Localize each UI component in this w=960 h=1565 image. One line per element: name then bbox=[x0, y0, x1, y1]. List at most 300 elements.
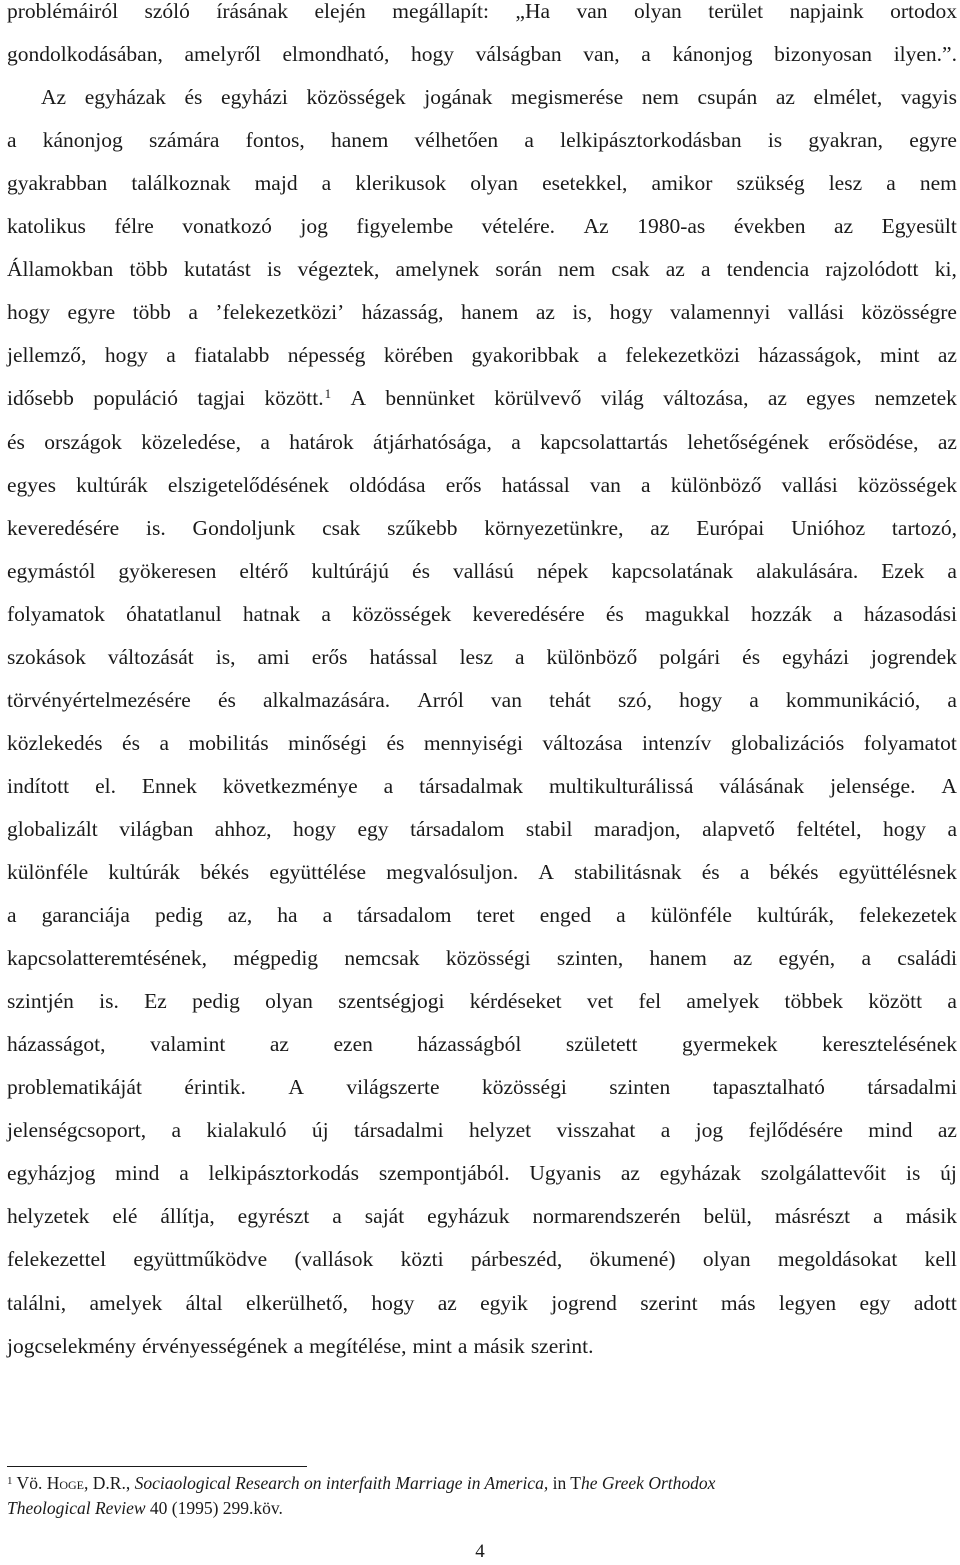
word: és bbox=[386, 730, 405, 755]
word: lelkipásztorkodásban bbox=[560, 128, 742, 153]
word: az bbox=[665, 257, 685, 282]
word: jog bbox=[695, 1118, 724, 1143]
word: megismerése bbox=[510, 85, 624, 110]
word: keveredésére bbox=[472, 601, 585, 626]
word: a bbox=[171, 1118, 182, 1143]
word: vagyis bbox=[900, 85, 957, 110]
word: egyre bbox=[909, 128, 957, 153]
word: indított bbox=[7, 773, 70, 798]
word: mégpedig bbox=[233, 946, 319, 971]
word: napjaink bbox=[789, 0, 864, 23]
word: egy bbox=[357, 816, 389, 841]
word: egyházuk bbox=[427, 1204, 510, 1229]
word: közeledése, bbox=[141, 429, 241, 454]
footnote bbox=[7, 1471, 937, 1521]
word: olyan bbox=[265, 989, 313, 1014]
word: is bbox=[905, 1161, 921, 1186]
word: hogy bbox=[293, 816, 337, 841]
word: az bbox=[937, 429, 957, 454]
word: több bbox=[129, 257, 168, 282]
text-line bbox=[7, 1245, 957, 1288]
word: a bbox=[188, 300, 198, 325]
word: állítja, bbox=[160, 1204, 215, 1229]
word: ahhoz, bbox=[214, 816, 272, 841]
word: a bbox=[833, 601, 843, 626]
word: a bbox=[514, 644, 525, 669]
word: a bbox=[332, 1204, 342, 1229]
word: van, bbox=[583, 42, 620, 67]
word: erősödése, bbox=[828, 429, 919, 454]
word: szintjén bbox=[7, 989, 74, 1014]
word: az bbox=[535, 300, 555, 325]
word: olyan bbox=[702, 1247, 751, 1272]
word: elkerülhető, bbox=[245, 1290, 349, 1315]
word: válásának bbox=[719, 773, 805, 798]
word: helyzetek bbox=[7, 1204, 90, 1229]
word: alapvető bbox=[702, 816, 775, 841]
word: majd bbox=[254, 171, 298, 196]
word: között bbox=[868, 989, 923, 1014]
word: ezen bbox=[333, 1032, 373, 1057]
text-line bbox=[7, 40, 957, 83]
word: szolgálattevőit bbox=[760, 1161, 887, 1186]
word: csak bbox=[322, 515, 361, 540]
word: hogy bbox=[679, 687, 723, 712]
word: Ennek bbox=[141, 773, 197, 798]
word: elszigetelődésének bbox=[167, 472, 330, 497]
word: is, bbox=[572, 300, 593, 325]
word: gyakrabban bbox=[7, 171, 108, 196]
word: stabil bbox=[525, 816, 573, 841]
word: született bbox=[565, 1032, 638, 1057]
word: Ez bbox=[144, 989, 167, 1014]
word: hanem bbox=[461, 300, 519, 325]
text-line bbox=[7, 384, 957, 427]
word: új bbox=[311, 1118, 329, 1143]
word: helyzet bbox=[469, 1118, 532, 1143]
word: és bbox=[742, 644, 761, 669]
footnote-prefix: Vö. bbox=[12, 1473, 47, 1493]
word: mind bbox=[868, 1118, 913, 1143]
word: kérdéseket bbox=[469, 989, 562, 1014]
word: az bbox=[833, 214, 854, 239]
word: hogy bbox=[371, 1290, 415, 1315]
word: katolikus bbox=[7, 214, 86, 239]
footnote-separator bbox=[7, 1466, 307, 1467]
word: erős bbox=[445, 472, 482, 497]
word: hogy bbox=[7, 300, 50, 325]
word: gyakoribbak bbox=[471, 343, 579, 368]
word: népesség bbox=[287, 343, 366, 368]
word: Ezek bbox=[881, 558, 925, 583]
word: (vallások bbox=[294, 1247, 374, 1272]
word: másrészt bbox=[774, 1204, 851, 1229]
word: és bbox=[122, 730, 140, 755]
text-line bbox=[7, 0, 957, 40]
word: populáció bbox=[93, 386, 179, 411]
word: kultúrák bbox=[76, 472, 148, 497]
word: különféle bbox=[650, 903, 732, 928]
text-line bbox=[7, 643, 957, 686]
word: az bbox=[650, 515, 670, 540]
word: tapasztalható bbox=[712, 1075, 825, 1100]
word: egyes bbox=[7, 472, 56, 497]
word: kell bbox=[924, 1247, 957, 1272]
word: másik bbox=[905, 1204, 957, 1229]
word: a bbox=[947, 816, 957, 841]
word: vélhetően bbox=[414, 128, 499, 153]
text-line bbox=[7, 686, 957, 729]
word: tartozó, bbox=[891, 515, 957, 540]
word: hanem bbox=[649, 946, 707, 971]
word: multikulturálissá bbox=[548, 773, 694, 798]
word: világszerte bbox=[346, 1075, 440, 1100]
word: lesz bbox=[828, 171, 863, 196]
word: szerint bbox=[640, 1290, 698, 1315]
word: fiatalabb bbox=[194, 343, 270, 368]
word: bizonyosan bbox=[774, 42, 873, 67]
word: fel bbox=[638, 989, 662, 1014]
word: mint bbox=[880, 343, 920, 368]
text-line bbox=[7, 901, 957, 944]
word: „Ha bbox=[515, 0, 551, 23]
word: különböző bbox=[546, 644, 638, 669]
word: és bbox=[701, 860, 720, 884]
word: ortodox bbox=[890, 0, 957, 23]
word: a bbox=[293, 1333, 304, 1358]
word: házasságok, bbox=[758, 343, 862, 368]
word: lelkipásztorkodás bbox=[208, 1161, 360, 1186]
word: a bbox=[641, 472, 651, 497]
word: békés bbox=[200, 860, 250, 884]
text-line bbox=[7, 1332, 957, 1375]
word: társadalmak bbox=[419, 773, 523, 798]
word: házasság, bbox=[361, 300, 444, 325]
word: a bbox=[7, 128, 17, 153]
word: változása, bbox=[663, 386, 749, 411]
word: a bbox=[457, 1333, 468, 1358]
footnote-author: Hoge bbox=[46, 1473, 85, 1493]
word: közlekedés bbox=[7, 730, 103, 755]
word: vallási bbox=[787, 300, 844, 325]
text-line bbox=[7, 772, 957, 815]
word: közösségi bbox=[445, 946, 531, 971]
word: nemcsak bbox=[344, 946, 420, 971]
word: problematikáját bbox=[7, 1075, 142, 1100]
word: felekezettel bbox=[7, 1247, 107, 1272]
word: a bbox=[749, 687, 759, 712]
word: családi bbox=[897, 946, 957, 971]
word: stabilitásnak bbox=[574, 860, 682, 884]
word: házasságból bbox=[417, 1032, 522, 1057]
word: valamennyi bbox=[670, 300, 771, 325]
word: jogrend bbox=[551, 1290, 617, 1315]
word: kultúrák bbox=[108, 860, 181, 884]
text-line bbox=[7, 255, 957, 298]
text-line bbox=[7, 298, 957, 341]
word: jogrendek bbox=[870, 644, 957, 669]
word: felekezetek bbox=[859, 903, 957, 928]
word: közösségek bbox=[306, 85, 406, 110]
word: is. bbox=[146, 515, 166, 540]
footnote-title: Sociaological Research on interfaith Marriage in America, bbox=[134, 1473, 549, 1493]
text-line bbox=[7, 729, 957, 772]
word: jogcselekmény bbox=[7, 1333, 136, 1358]
word: hozzák bbox=[750, 601, 812, 626]
word: van bbox=[490, 687, 522, 712]
word: az bbox=[437, 1290, 457, 1315]
word: találkoznak bbox=[131, 171, 231, 196]
word: gyökeresen bbox=[118, 558, 217, 583]
word: az bbox=[937, 1118, 957, 1143]
word: törvényértelmezésére bbox=[7, 687, 191, 712]
word: érintik. bbox=[184, 1075, 246, 1100]
word: lesz bbox=[459, 644, 493, 669]
footnote-marker: 1 bbox=[7, 1475, 13, 1487]
word: körében bbox=[383, 343, 454, 368]
word: van bbox=[576, 0, 608, 23]
word: és bbox=[412, 558, 430, 583]
word: pedig bbox=[154, 903, 203, 928]
word: amelyek bbox=[89, 1290, 163, 1315]
word: hatással bbox=[501, 472, 570, 497]
word: maradjon, bbox=[593, 816, 681, 841]
footnote-line-2 bbox=[7, 1496, 937, 1521]
word: számára bbox=[149, 128, 220, 153]
word: egyén, bbox=[778, 946, 836, 971]
word: ökumené) bbox=[589, 1247, 676, 1272]
text-line bbox=[7, 944, 957, 987]
word: ami bbox=[257, 644, 290, 669]
word: egyházi bbox=[782, 644, 849, 669]
word: közösségre bbox=[861, 300, 957, 325]
word: válságban bbox=[475, 42, 562, 67]
word: a bbox=[947, 558, 957, 583]
word: mobilitás bbox=[188, 730, 269, 755]
word: a bbox=[739, 860, 750, 884]
word: olyan bbox=[633, 0, 682, 23]
word: környezetünkre, bbox=[484, 515, 624, 540]
word: következménye bbox=[222, 773, 358, 798]
word: adott bbox=[913, 1290, 957, 1315]
word: körülvevő bbox=[494, 386, 582, 411]
word: más bbox=[720, 1290, 756, 1315]
word: szokások bbox=[7, 644, 86, 669]
word: szinten, bbox=[556, 946, 624, 971]
word: egymástól bbox=[7, 558, 96, 583]
word: Arról bbox=[417, 687, 464, 712]
word: elé bbox=[112, 1204, 138, 1229]
word: jelenségcsoport, bbox=[7, 1118, 147, 1143]
word: a bbox=[260, 429, 270, 454]
word: kánonjog bbox=[672, 42, 753, 67]
word: A bbox=[350, 386, 366, 411]
word: a bbox=[597, 343, 607, 368]
word: a bbox=[321, 601, 331, 626]
word: magukkal bbox=[644, 601, 730, 626]
word: hatással bbox=[369, 644, 438, 669]
word: problémáiról bbox=[7, 0, 119, 23]
word: mint bbox=[412, 1333, 452, 1358]
word: szinten bbox=[609, 1075, 671, 1100]
word: a bbox=[701, 257, 711, 282]
word: társadalom bbox=[410, 816, 505, 841]
word: új bbox=[940, 1161, 957, 1186]
word: együttélésnek bbox=[838, 860, 957, 884]
word: során bbox=[495, 257, 542, 282]
word: keresztelésének bbox=[822, 1032, 957, 1057]
word: a bbox=[947, 687, 957, 712]
word: kommunikáció, bbox=[785, 687, 921, 712]
word: figyelembe bbox=[356, 214, 454, 239]
word: csupán bbox=[697, 85, 758, 110]
word: kánonjog bbox=[42, 128, 123, 153]
text-line bbox=[7, 126, 957, 169]
word: megállapít: bbox=[392, 0, 489, 23]
word: egyházak bbox=[659, 1161, 741, 1186]
word: ilyen.”. bbox=[893, 42, 957, 67]
word: tehát bbox=[549, 687, 591, 712]
word: társadalmi bbox=[867, 1075, 957, 1100]
word: gyermekek bbox=[682, 1032, 778, 1057]
word: a bbox=[179, 1161, 189, 1186]
word: szentségjogi bbox=[338, 989, 445, 1014]
document-page bbox=[7, 0, 957, 1565]
word: Európai bbox=[696, 515, 765, 540]
word: ha bbox=[277, 903, 298, 928]
word: közösségek bbox=[857, 472, 957, 497]
word: többek bbox=[784, 989, 844, 1014]
word: hogy bbox=[609, 300, 653, 325]
word: párbeszéd, bbox=[470, 1247, 563, 1272]
text-line bbox=[7, 1073, 957, 1116]
word: minőségi bbox=[288, 730, 367, 755]
word: egyházak bbox=[84, 85, 166, 110]
word: egy bbox=[859, 1290, 891, 1315]
word: szóló bbox=[144, 0, 190, 23]
word: együttélése bbox=[269, 860, 367, 884]
word: amelynek bbox=[395, 257, 480, 282]
word: folyamatok bbox=[7, 601, 105, 626]
word: egyre bbox=[67, 300, 116, 325]
word: a bbox=[322, 903, 333, 928]
word: a bbox=[321, 171, 332, 196]
text-line bbox=[7, 1289, 957, 1332]
word: alkalmazására. bbox=[262, 687, 391, 712]
word: a bbox=[524, 128, 534, 153]
footnote-author-rest: , D.R., bbox=[84, 1473, 135, 1493]
word: társadalmi bbox=[354, 1118, 444, 1143]
word: pedig bbox=[192, 989, 240, 1014]
word: ki, bbox=[934, 257, 957, 282]
word: hogy bbox=[411, 42, 455, 67]
word: legyen bbox=[778, 1290, 837, 1315]
word: vet bbox=[586, 989, 614, 1014]
word: vallási bbox=[781, 472, 838, 497]
footnote-journal-a: he Greek Orthodox bbox=[580, 1473, 716, 1493]
word: a bbox=[660, 1118, 671, 1143]
word: a bbox=[947, 989, 957, 1014]
word: egyházi bbox=[221, 85, 288, 110]
word: szempontjából. bbox=[378, 1161, 510, 1186]
word: klerikusok bbox=[355, 171, 447, 196]
word: normarendszerén bbox=[532, 1204, 681, 1229]
word: elején bbox=[314, 0, 366, 23]
word: lehetőségének bbox=[687, 429, 810, 454]
word: házasodási bbox=[863, 601, 957, 626]
word: megvalósuljon. bbox=[386, 860, 519, 884]
word: másik bbox=[473, 1333, 525, 1358]
word: nem bbox=[641, 85, 679, 110]
word: is, bbox=[215, 644, 236, 669]
word: tendencia bbox=[726, 257, 810, 282]
word: az bbox=[733, 946, 753, 971]
word: 1980-as bbox=[637, 214, 706, 239]
word: amikor bbox=[651, 171, 713, 196]
word: jogának bbox=[424, 85, 493, 110]
word: intenzív bbox=[642, 730, 712, 755]
text-line bbox=[7, 600, 957, 643]
word: szükség bbox=[736, 171, 805, 196]
text-line bbox=[7, 1030, 957, 1073]
footnote-reference[interactable]: 1 bbox=[324, 386, 332, 402]
word: felekezetközi bbox=[625, 343, 740, 368]
text-line bbox=[7, 1202, 957, 1245]
word: Gondoljunk bbox=[192, 515, 296, 540]
word: csak bbox=[611, 257, 650, 282]
word: az bbox=[775, 85, 795, 110]
word: teret bbox=[476, 903, 515, 928]
text-line bbox=[7, 987, 957, 1030]
word: oldódása bbox=[349, 472, 426, 497]
word: által bbox=[185, 1290, 223, 1315]
word: az bbox=[269, 1032, 289, 1057]
word: bennünket bbox=[385, 386, 475, 411]
word: átjárhatósága, bbox=[373, 429, 492, 454]
word: Az bbox=[583, 214, 609, 239]
word: Unióhoz bbox=[791, 515, 866, 540]
word: egyik bbox=[480, 1290, 528, 1315]
footnote-tail: 40 (1995) 299.köv. bbox=[145, 1498, 283, 1518]
word: kultúrák, bbox=[756, 903, 834, 928]
word: vallású bbox=[453, 558, 514, 583]
word: több bbox=[132, 300, 171, 325]
word: Államokban bbox=[7, 257, 114, 282]
word: el. bbox=[95, 773, 116, 798]
word: és bbox=[605, 601, 624, 626]
text-line bbox=[7, 471, 957, 514]
word: polgári bbox=[659, 644, 721, 669]
word: kapcsolatának bbox=[611, 558, 734, 583]
text-line bbox=[7, 1159, 957, 1202]
word: is. bbox=[99, 989, 119, 1014]
word: a bbox=[616, 903, 626, 928]
word: visszahat bbox=[556, 1118, 636, 1143]
word: globalizációs bbox=[730, 730, 845, 755]
word: határok bbox=[289, 429, 354, 454]
page-number: 4 bbox=[475, 1541, 485, 1562]
word: közti bbox=[400, 1247, 444, 1272]
word: óhatatlanul bbox=[126, 601, 222, 626]
word: A bbox=[288, 1075, 304, 1100]
word: társadalom bbox=[357, 903, 452, 928]
word: globalizált bbox=[7, 816, 98, 841]
word: nem bbox=[558, 257, 596, 282]
word: és bbox=[7, 429, 25, 454]
word: szó, bbox=[617, 687, 653, 712]
footnote-journal-b: Theological Review bbox=[7, 1498, 146, 1518]
word: rajzolódott bbox=[825, 257, 919, 282]
